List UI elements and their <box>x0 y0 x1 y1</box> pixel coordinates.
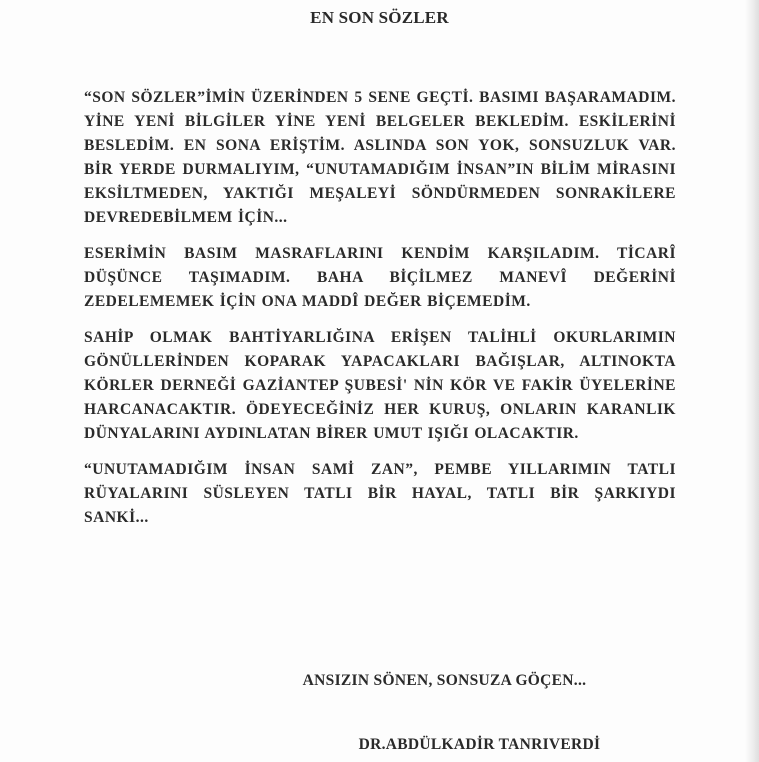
paragraph-1: “SON SÖZLER”İMİN ÜZERİNDEN 5 SENE GEÇTİ. BASIMI BAŞARAMADIM. YİNE YENİ BİLGİLER YİNE YENİ BELGELER BEKLEDİM. ESKİLERİNİ BESLEDİM. EN SONA ERİŞTİM. ASLINDA SON YOK, SONSUZLUK VAR. BİR YERDE DURMALIYIM, “UNUTAMADIĞIM İNSAN”IN BİLİM MİRASINI EKSİLTMEDEN, YAKTIĞI MEŞALEYİ SÖNDÜRMEDEN SONRAKİLERE DEVREDEBİLMEM İÇİN... <box>84 89 676 226</box>
closing-line: ANSIZIN SÖNEN, SONSUZA GÖÇEN... <box>302 672 587 689</box>
document-title: EN SON SÖZLER <box>310 8 449 27</box>
page-edge-shadow <box>745 0 759 762</box>
paragraph-2: ESERİMİN BASIM MASRAFLARINI KENDİM KARŞILADIM. TİCARÎ DÜŞÜNCE TAŞIMADIM. BAHA BİÇİLMEZ MANEVÎ DEĞERİNİ ZEDELEMEMEK İÇİN ONA MADDÎ DEĞER BİÇEMEDİM. <box>84 245 676 310</box>
document-body <box>84 86 676 542</box>
paragraph-4: “UNUTAMADIĞIM İNSAN SAMİ ZAN”, PEMBE YILLARIMIN TATLI RÜYALARINI SÜSLEYEN TATLI BİR HAYAL, TATLI BİR ŞARKIYDI SANKİ... <box>84 461 676 526</box>
paragraph-3: SAHİP OLMAK BAHTİYARLIĞINA ERİŞEN TALİHLİ OKURLARIMIN GÖNÜLLERİNDEN KOPARAK YAPACAKLARI BAĞIŞLAR, ALTINOKTA KÖRLER DERNEĞİ GAZİANTEP ŞUBESİ' NİN KÖR VE FAKİR ÜYELERİNE HARCANACAKTIR. ÖDEYECEĞİNİZ HER KURUŞ, ONLARIN KARANLIK DÜNYALARINI AYDINLATAN BİRER UMUT IŞIĞI OLACAKTIR. <box>84 329 676 442</box>
author-signature: DR.ABDÜLKADİR TANRIVERDİ <box>358 736 601 753</box>
